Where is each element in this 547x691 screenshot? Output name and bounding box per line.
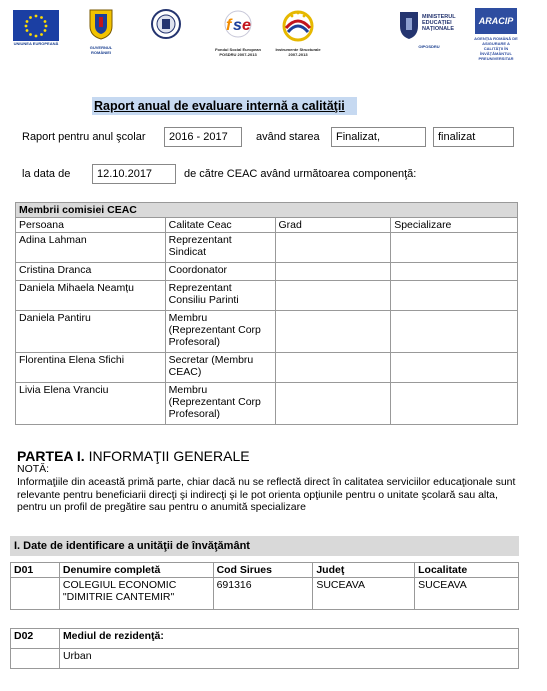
cell-grad xyxy=(275,311,391,353)
state-label: având starea xyxy=(256,131,320,143)
cell-grad xyxy=(275,383,391,425)
table-row xyxy=(11,649,519,669)
cell-judet: SUCEAVA xyxy=(313,578,415,610)
logo-caption: GUVERNUL ROMÂNIEI xyxy=(89,45,113,55)
cell-specializare xyxy=(391,263,518,281)
cell-calitate: Reprezentant Consiliu Parinti xyxy=(165,281,275,311)
date-label: la data de xyxy=(22,168,71,180)
cell-calitate: Coordonator xyxy=(165,263,275,281)
column-header: Denumire completă xyxy=(59,563,213,578)
ceac-table xyxy=(15,202,518,425)
table-header-row xyxy=(11,629,519,649)
svg-text:e: e xyxy=(242,17,251,34)
date-suffix: de către CEAC având următoarea componenţă: xyxy=(184,168,417,180)
column-header: Specializare xyxy=(391,218,518,233)
cell-grad xyxy=(275,263,391,281)
logo-caption: Fondul Social European POSDRU 2007-2013 xyxy=(215,47,261,57)
logo-header xyxy=(0,6,547,68)
cell-persoana: Livia Elena Vranciu xyxy=(16,383,166,425)
table-header-row xyxy=(11,563,519,578)
logo-subcaption: AGENȚIA ROMÂNĂ DE ASIGURARE A CALITĂȚII ÎN ÎNVĂȚĂMÂNTUL PREUNIVERSITAR xyxy=(474,36,518,61)
section-1-header: I. Date de identificare a unităţii de învăţământ xyxy=(10,536,519,556)
table-header-row xyxy=(16,218,518,233)
cell-persoana: Cristina Dranca xyxy=(16,263,166,281)
state-field-2: finalizat xyxy=(433,127,514,147)
ministry-logo xyxy=(398,10,460,49)
fse-logo xyxy=(208,8,268,57)
logo-caption: UNIUNEA EUROPEANĂ xyxy=(13,41,59,46)
ministry-crest-icon xyxy=(398,10,420,40)
school-year-field: 2016 - 2017 xyxy=(164,127,242,147)
cell-denumire: COLEGIUL ECONOMIC "DIMITRIE CANTEMIR" xyxy=(59,578,213,610)
nota-text: Informaţiile din această primă parte, chiar dacă nu se reflectă direct în calitatea serviciilor educaţionale sunt relevante pentru beneficiarii direcţi şi indirecţi şi le pot orienta opţiunile pentru o unitate şcolară sau alta, pentru un profil de pregătire sau pentru o anumită specializare xyxy=(17,476,516,513)
empty-cell xyxy=(11,578,60,610)
logo-caption: Instrumente Structurale 2007-2013 xyxy=(275,47,321,57)
table-row xyxy=(16,263,518,281)
row-code: D02 xyxy=(11,629,60,649)
aracip-icon: ARACIP xyxy=(475,8,517,34)
instrumente-icon xyxy=(280,8,316,42)
eu-flag-icon xyxy=(13,10,59,41)
logo-subcaption: OIPOSDRU xyxy=(418,44,440,49)
table-row xyxy=(16,281,518,311)
cell-calitate: Membru (Reprezentant Corp Profesoral) xyxy=(165,311,275,353)
cell-localitate: SUCEAVA xyxy=(415,578,519,610)
cell-persoana: Daniela Mihaela Neamțu xyxy=(16,281,166,311)
cell-grad xyxy=(275,233,391,263)
seal-icon xyxy=(150,8,182,40)
svg-text:s: s xyxy=(233,17,242,34)
column-header: Persoana xyxy=(16,218,166,233)
govt-crest-logo xyxy=(80,8,122,55)
instrumente-logo xyxy=(270,8,326,57)
cell-cod-sirues: 691316 xyxy=(213,578,313,610)
column-header: Calitate Ceac xyxy=(165,218,275,233)
column-header: Cod Sirues xyxy=(213,563,313,578)
fse-icon xyxy=(218,8,258,42)
cell-grad xyxy=(275,281,391,311)
cell-persoana: Adina Lahman xyxy=(16,233,166,263)
cell-grad xyxy=(275,353,391,383)
column-header: Mediul de rezidenţă: xyxy=(59,629,518,649)
cell-specializare xyxy=(391,383,518,425)
column-header: Judeţ xyxy=(313,563,415,578)
cell-specializare xyxy=(391,353,518,383)
cell-calitate: Membru (Reprezentant Corp Profesoral) xyxy=(165,383,275,425)
school-year-label: Raport pentru anul şcolar xyxy=(22,131,146,143)
cell-specializare xyxy=(391,233,518,263)
state-field: Finalizat, xyxy=(331,127,426,147)
column-header: Localitate xyxy=(415,563,519,578)
aracip-logo xyxy=(472,8,520,61)
ceac-table-header: Membrii comisiei CEAC xyxy=(16,203,518,218)
cell-mediu: Urban xyxy=(59,649,518,669)
table-row xyxy=(16,383,518,425)
table-row xyxy=(16,233,518,263)
table-row xyxy=(16,353,518,383)
empty-cell xyxy=(11,649,60,669)
column-header: Grad xyxy=(275,218,391,233)
eu-flag-logo xyxy=(10,10,62,46)
section-heading: PARTEA I. INFORMAŢII GENERALE xyxy=(17,448,250,464)
cell-calitate: Secretar (Membru CEAC) xyxy=(165,353,275,383)
page-title: Raport anual de evaluare internă a calităţii xyxy=(92,97,357,115)
table-row xyxy=(16,311,518,353)
row-code: D01 xyxy=(11,563,60,578)
crest-icon xyxy=(88,8,114,40)
cell-calitate: Reprezentant Sindicat xyxy=(165,233,275,263)
seal-logo xyxy=(148,8,184,45)
cell-specializare xyxy=(391,281,518,311)
d01-table xyxy=(10,562,519,610)
logo-caption: MINISTERUL EDUCAȚIEI NAȚIONALE xyxy=(422,14,456,32)
table-row xyxy=(11,578,519,610)
nota-label: NOTĂ: xyxy=(17,463,50,475)
svg-text:f: f xyxy=(226,17,232,34)
cell-specializare xyxy=(391,311,518,353)
cell-persoana: Daniela Pantiru xyxy=(16,311,166,353)
d02-table xyxy=(10,628,519,669)
date-field: 12.10.2017 xyxy=(92,164,176,184)
cell-persoana: Florentina Elena Sfichi xyxy=(16,353,166,383)
